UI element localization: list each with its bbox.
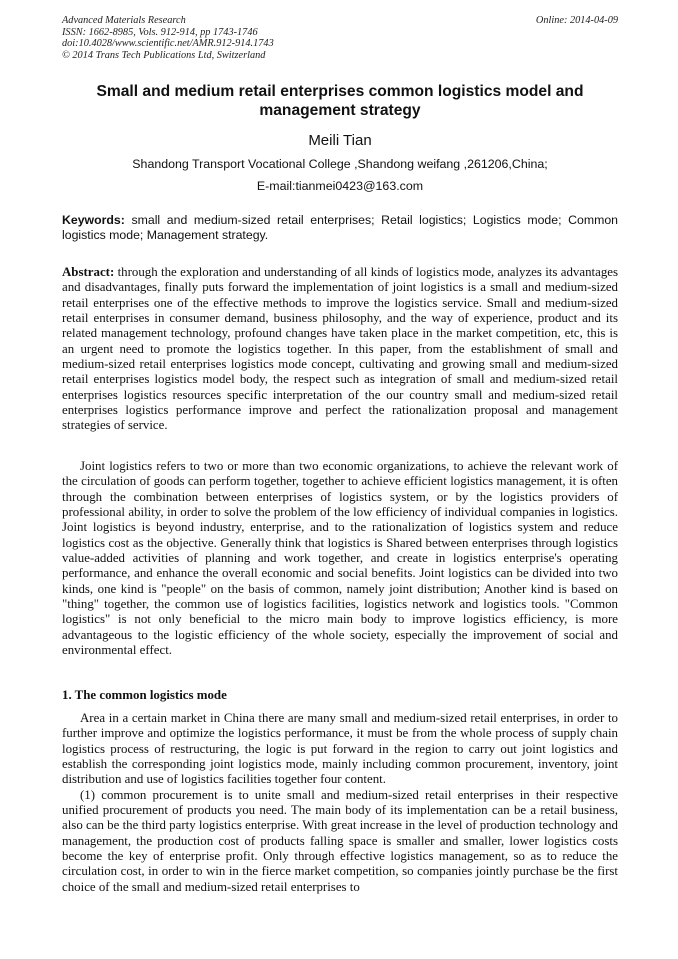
section-heading: 1. The common logistics mode [62, 688, 227, 702]
journal-copyright: © 2014 Trans Tech Publications Ltd, Switzerland [62, 49, 266, 61]
abstract [62, 265, 618, 434]
keywords-text: small and medium-sized retail enterprises; Retail logistics; Logistics mode; Common logistics mode; Management strategy. [62, 213, 618, 242]
abstract-text: through the exploration and understanding of all kinds of logistics mode, analyzes its advantages and disadvantages, finally puts forward the implementation of joint logistics is a small and medium-sized retail enterprises one of the effective methods to improve the logistics service. Small and medium-sized retail enterprises in consumer demand, business philosophy, and the way of experience, product and its related management technology, profound changes have taken place in the market competition, etc, this is an urgent need to promote the logistics together. In this paper, from the establishment of small and medium-sized retail enterprises logistics mode concept, cultivating and growing small and medium-sized retail enterprises logistics model body, the respect such as integration of small and medium-sized retail enterprises logistics resources specific interpretation of the our country small and medium-sized retail enterprises logistics performance improve and perfect the rationalization proposal and management strategies of service. [62, 265, 618, 433]
journal-issn: ISSN: 1662-8985, Vols. 912-914, pp 1743-1746 [62, 26, 258, 38]
intro-paragraph: Joint logistics refers to two or more than two economic organizations, to achieve the relevant work of the circulation of goods can perform together, together to achieve efficient logistics management, it is often through the combination between enterprises of logistics system, or by the logistics providers of professional ability, in order to solve the problem of the low efficiency of individual companies in logistics. Joint logistics is beyond industry, enterprise, and to the rationalization of logistics system and reduce logistics cost as the objective. Generally think that logistics is Shared between enterprises through logistics value-added activities of planning and work together, and create in logistics enterprise's operating performance, and enhance the overall economic and social benefits. Joint logistics can be divided into two kinds, one kind is "people" on the basis of common, namely joint distribution; Another kind is based on "thing" together, the common use of logistics facilities, logistics network and logistics tools. "Common logistics" is not only beneficial to the micro main body to improve logistics efficiency, is more advantageous to the logistic efficiency of the whole society, especially the improvement of social and environmental effect. [62, 459, 618, 658]
author-email: E-mail:tianmei0423@163.com [256, 179, 424, 193]
abstract-label: Abstract: [62, 265, 115, 279]
paper-title: Small and medium retail enterprises common logistics model and management strategy [96, 83, 584, 119]
journal-name: Advanced Materials Research [62, 15, 186, 26]
journal-header [62, 15, 618, 61]
online-date: Online: 2014-04-09 [535, 15, 618, 26]
section-body [62, 711, 618, 895]
author-name: Meili Tian [308, 132, 372, 149]
keywords [62, 213, 618, 243]
keywords-label: Keywords: [62, 213, 125, 227]
journal-doi: doi:10.4028/www.scientific.net/AMR.912-914.1743 [62, 38, 274, 50]
author-affiliation: Shandong Transport Vocational College ,Shandong weifang ,261206,China; [132, 157, 548, 171]
section-paragraph: (1) common procurement is to unite small and medium-sized retail enterprises in their respective unified procurement of products you need. The main body of its implementation can be a retail business, also can be the third party logistics enterprise. With great increase in the level of production technology and management, the production cost of products falling space is smaller and smaller, lower logistics costs become the key of enterprise profit. Only through effective logistics management, so as to reduce the circulation cost, in order to win in the fierce market competition, so companies jointly purchase be the first choice of the small and medium-sized retail enterprises to [62, 787, 618, 894]
section-paragraph: Area in a certain market in China there are many small and medium-sized retail enterprises, in order to further improve and optimize the logistics performance, it must be from the whole process of supply chain logistics process of restructuring, the logic is put forward in the region to carry out joint logistics and establish the corresponding joint logistics mode, mainly including common procurement, inventory, joint distribution and use of logistics facilities together four content. [62, 711, 618, 787]
